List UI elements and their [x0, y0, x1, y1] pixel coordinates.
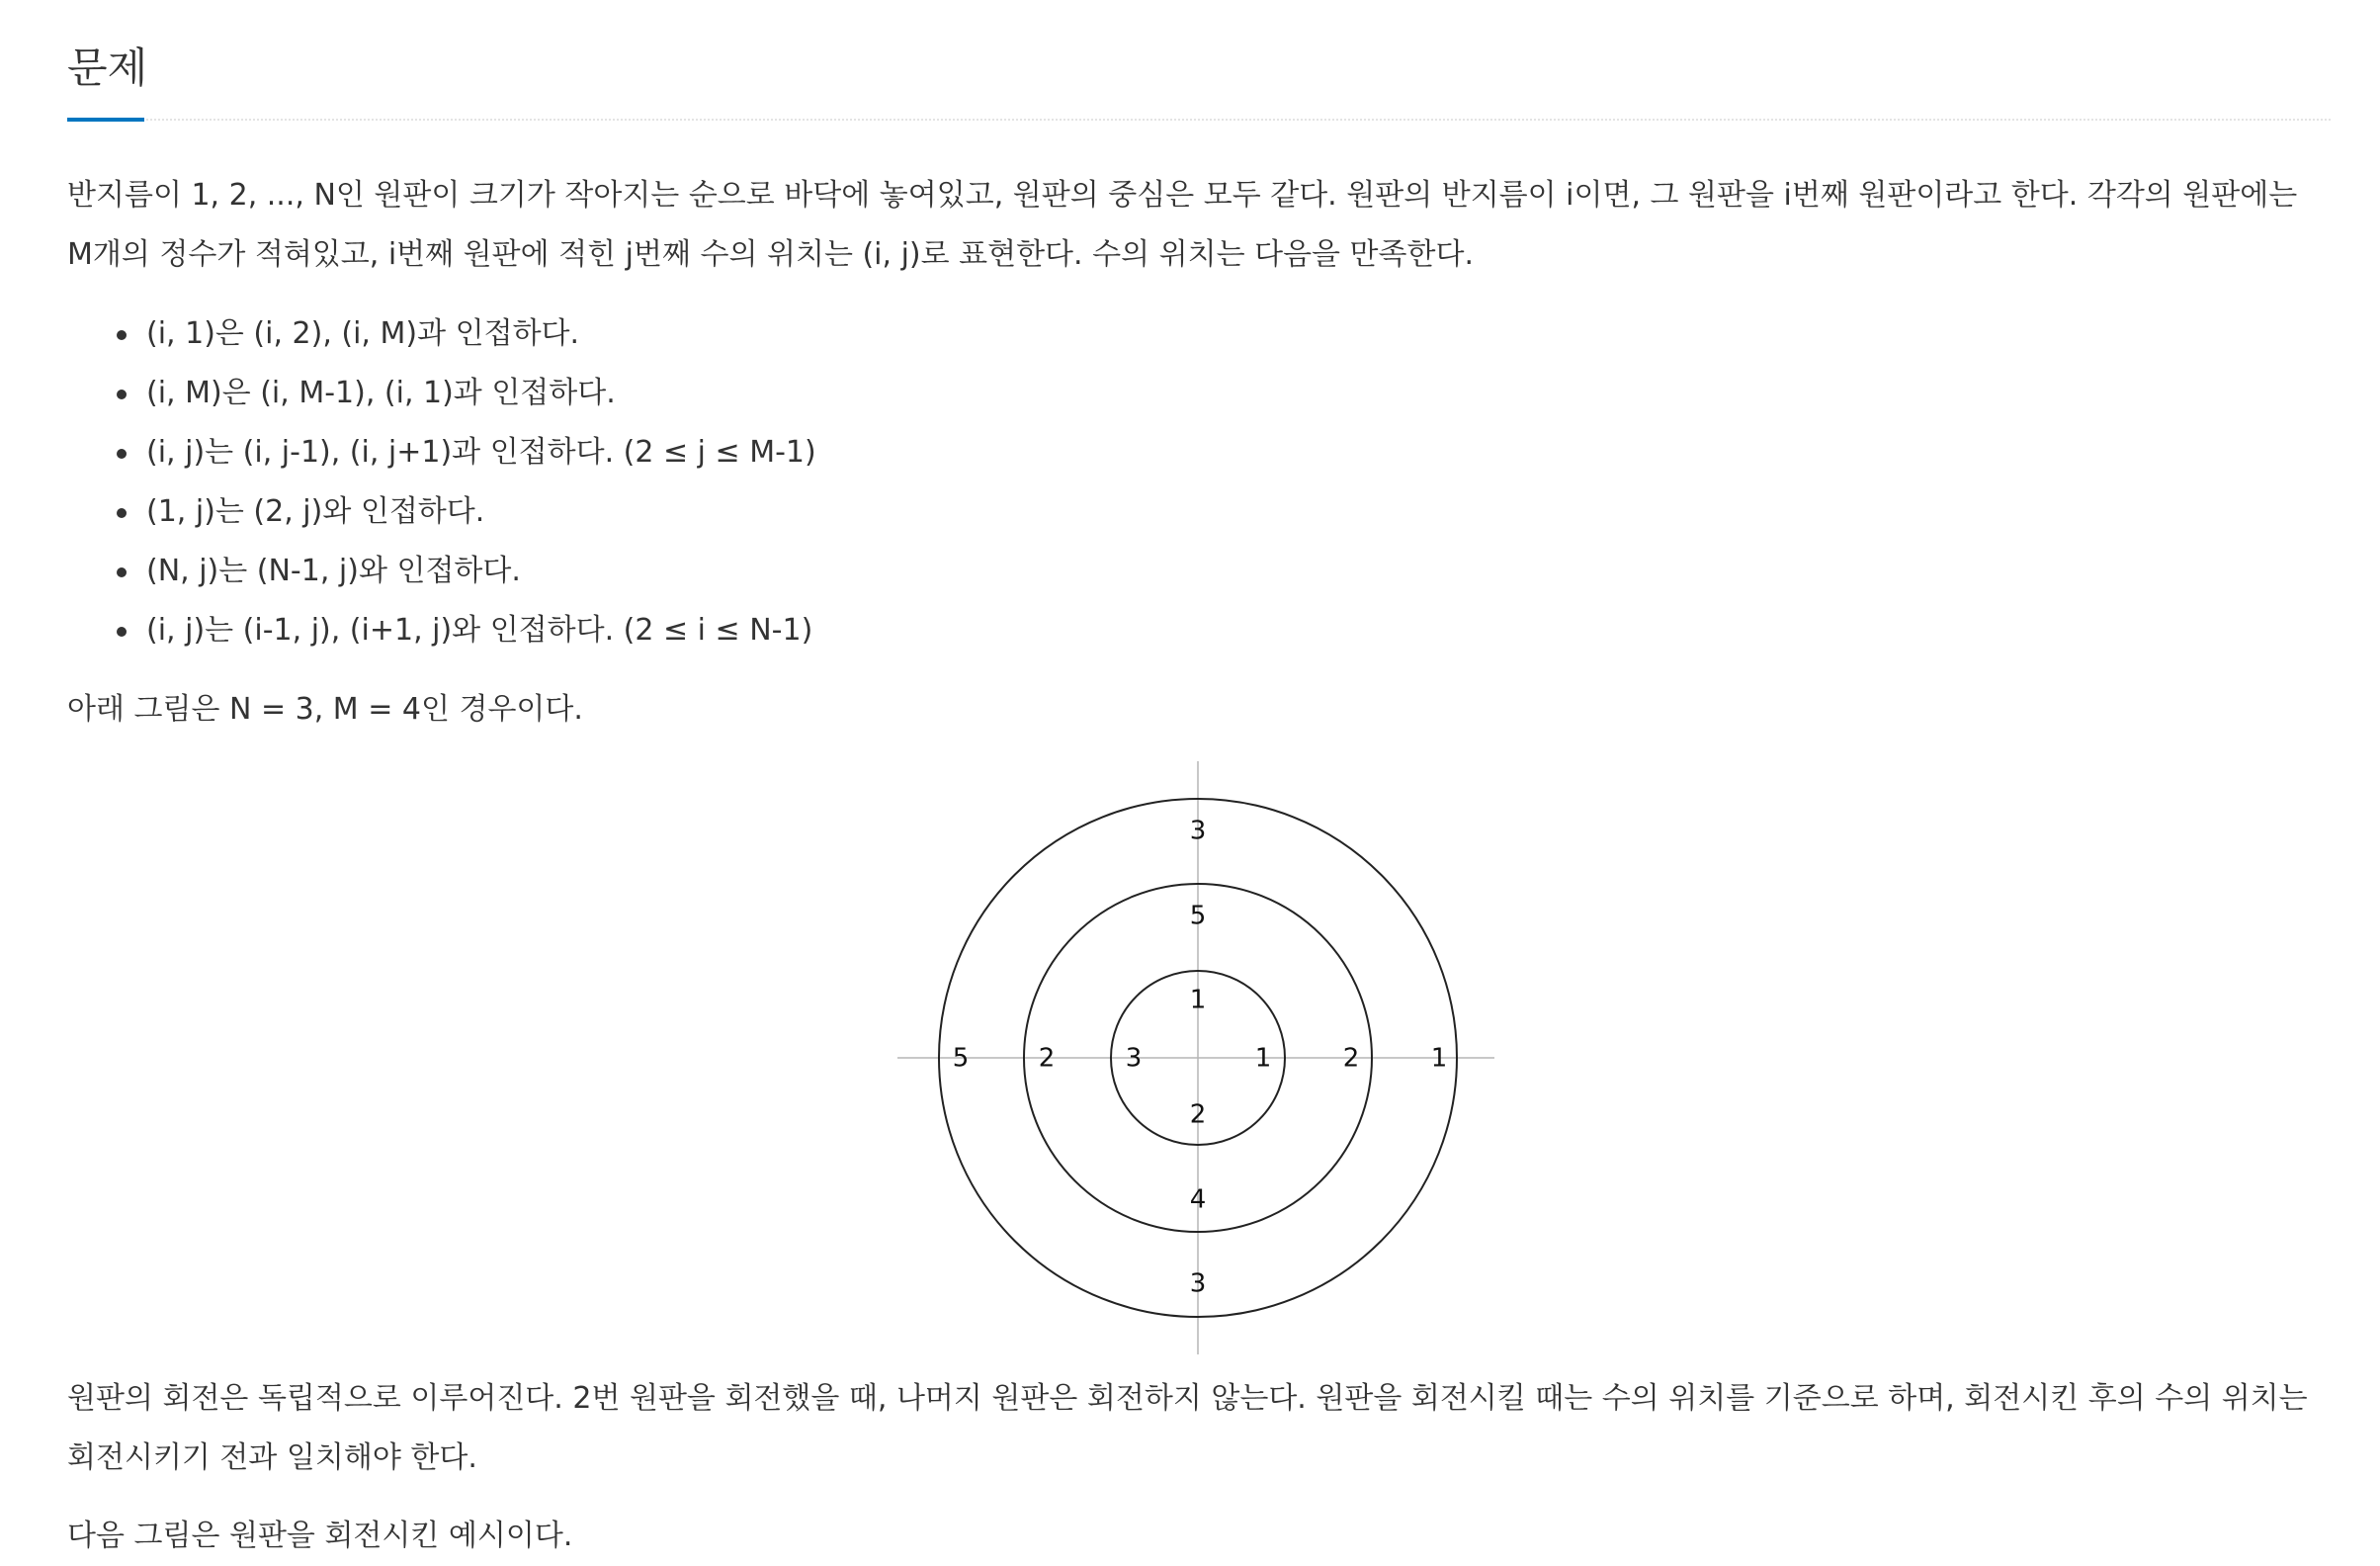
disk-3-top-number: 3	[1189, 816, 1207, 846]
disk-2-bottom-number: 4	[1189, 1184, 1207, 1215]
rule-text: (N, j)는 (N-1, j)와 인접하다.	[146, 554, 521, 588]
rule-text: (i, M)은 (i, M-1), (i, 1)과 인접하다.	[146, 376, 616, 410]
rule-text: (i, j)는 (i, j-1), (i, j+1)과 인접하다. (2 ≤ j ≤ M-1)	[146, 435, 816, 470]
disk-3-bottom-number: 3	[1189, 1268, 1207, 1299]
disk-1-left-number: 3	[1125, 1043, 1143, 1074]
disk-1-right-number: 1	[1254, 1043, 1272, 1074]
rule-item	[146, 423, 2321, 482]
section-header	[67, 36, 2331, 121]
rotation-paragraph: 원판의 회전은 독립적으로 이루어진다. 2번 원판을 회전했을 때, 나머지 원판은 회전하지 않는다. 원판을 회전시킬 때는 수의 위치를 기준으로 하며, 회전시킨 후의 수의 위치는 회전시키기 전과 일치해야 한다.	[67, 1381, 2308, 1475]
rule-text: (i, j)는 (i-1, j), (i+1, j)와 인접하다. (2 ≤ i ≤ N-1)	[146, 613, 813, 648]
disk-2-right-number: 2	[1342, 1043, 1360, 1074]
disk-figure	[897, 761, 1494, 1354]
bullet-dot	[117, 508, 127, 518]
intro-paragraph: 반지름이 1, 2, ..., N인 원판이 크기가 작아지는 순으로 바닥에 놓여있고, 원판의 중심은 모두 같다. 원판의 반지름이 i이면, 그 원판을 i번째 원판이라고 한다. 각각의 원판에는 M개의 정수가 적혀있고, i번째 원판에 적힌 j번째 수의 위치는 (i, j)로 표현한다. 수의 위치는 다음을 만족한다.	[67, 178, 2298, 272]
bullet-dot	[117, 567, 127, 577]
example-intro: 다음 그림은 원판을 회전시킨 예시이다.	[67, 1519, 573, 1553]
bullet-dot	[117, 449, 127, 459]
adjacency-rules-list	[67, 304, 2321, 660]
bullet-dot	[117, 330, 127, 340]
section-title: 문제	[67, 44, 148, 92]
disk-3-left-number: 5	[952, 1043, 970, 1074]
disk-1-top-number: 1	[1189, 985, 1207, 1015]
figure-intro: 아래 그림은 N = 3, M = 4인 경우이다.	[67, 692, 583, 727]
disk-1-bottom-number: 2	[1189, 1099, 1207, 1130]
disk-3-right-number: 1	[1430, 1043, 1448, 1074]
rule-item	[146, 364, 2321, 423]
bullet-dot	[117, 627, 127, 637]
disk-2-left-number: 2	[1038, 1043, 1056, 1074]
rule-item	[146, 601, 2321, 660]
rule-item	[146, 304, 2321, 364]
title-underline	[67, 118, 144, 122]
rule-item	[146, 542, 2321, 601]
rule-text: (1, j)는 (2, j)와 인접하다.	[146, 494, 485, 529]
rule-text: (i, 1)은 (i, 2), (i, M)과 인접하다.	[146, 316, 580, 351]
rule-item	[146, 482, 2321, 542]
disk-diagram	[897, 761, 1494, 1354]
bullet-dot	[117, 390, 127, 399]
disk-2-top-number: 5	[1189, 901, 1207, 931]
